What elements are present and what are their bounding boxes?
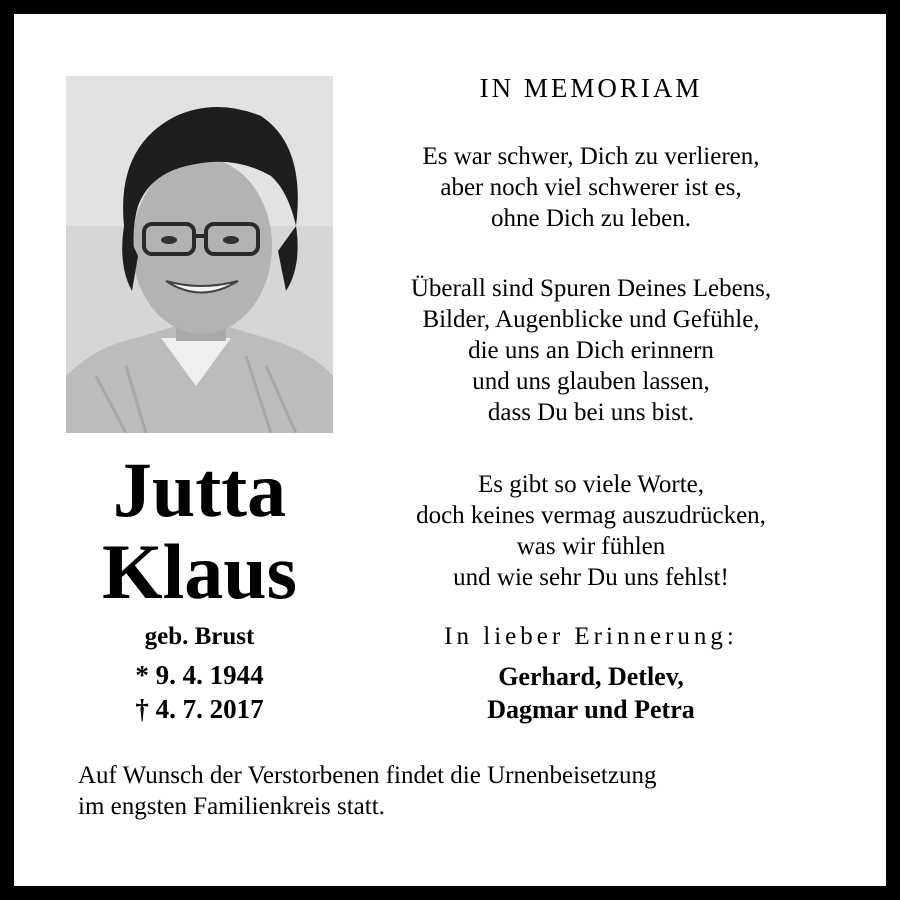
mourner-line: Gerhard, Detlev, (498, 662, 684, 691)
poem-line: doch keines vermag auszudrücken, (416, 502, 766, 529)
mourners-list (350, 660, 832, 726)
poem-line: Bilder, Augenblicke und Gefühle, (422, 306, 760, 333)
poem-line: aber noch viel schwerer ist es, (440, 174, 742, 201)
footer-line: im engsten Familienkreis statt. (78, 793, 385, 820)
poem-line: und uns glauben lassen, (472, 368, 710, 395)
poem-line: ohne Dich zu leben. (491, 205, 691, 232)
mourner-line: Dagmar und Petra (487, 695, 695, 724)
poem-stanza-3 (350, 469, 832, 593)
poem-line: Überall sind Spuren Deines Lebens, (410, 275, 772, 302)
footer-line: Auf Wunsch der Verstorbenen findet die Urnenbeisetzung (78, 762, 657, 789)
last-name: Klaus (101, 528, 298, 615)
death-date: † 4. 7. 2017 (135, 694, 264, 724)
birth-date: * 9. 4. 1944 (135, 660, 264, 690)
footer-note (78, 760, 838, 822)
maiden-name: geb. Brust (144, 623, 255, 650)
poem-stanza-1 (350, 141, 832, 234)
poem-stanza-2 (350, 273, 832, 428)
first-name: Jutta (112, 446, 287, 533)
poem-line: die uns an Dich erinnern (468, 337, 714, 364)
portrait-photo (66, 76, 333, 433)
poem-line: Es gibt so viele Worte, (478, 471, 704, 498)
remembrance-line: In lieber Erinnerung: (444, 623, 738, 650)
poem-line: dass Du bei uns bist. (487, 399, 695, 426)
poem-line: was wir fühlen (516, 533, 666, 560)
notice-heading: IN MEMORIAM (479, 73, 703, 103)
poem-line: Es war schwer, Dich zu verlieren, (422, 143, 760, 170)
poem-line: und wie sehr Du uns fehlst! (453, 564, 729, 591)
